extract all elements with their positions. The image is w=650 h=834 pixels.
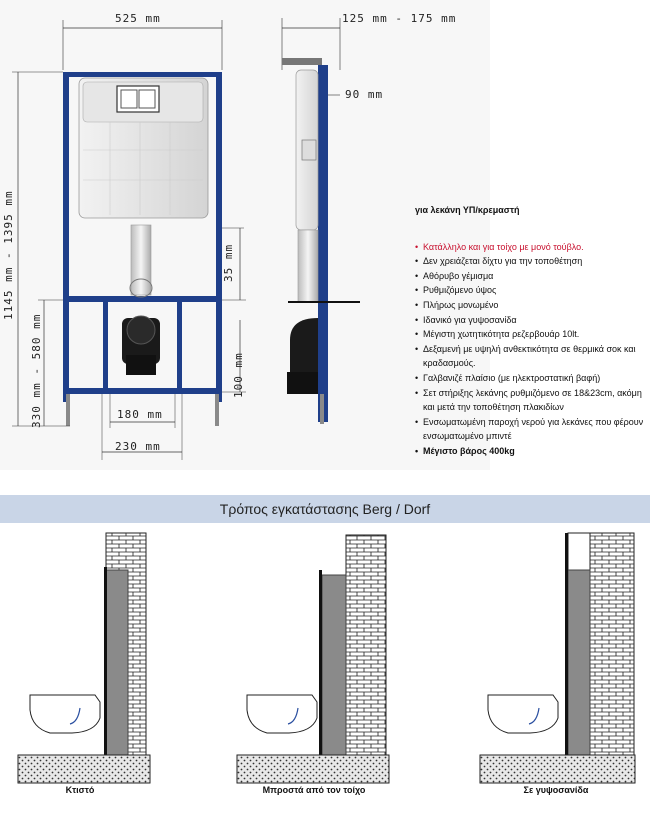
dim-depth-range: 125 mm - 175 mm — [342, 12, 457, 25]
spec-item: • Μέγιστη χωτητικότητα ρεζερβουάρ 10lt. — [415, 327, 650, 342]
spec-item: • Δεν χρειάζεται δίχτυ για την τοποθέτηση — [415, 254, 650, 269]
spec-item: • Πλήρως μονωμένο — [415, 298, 650, 313]
dim-depth-90: 90 mm — [345, 88, 384, 101]
spec-item: • Σετ στήριξης λεκάνης ρυθμιζόμενο σε 18&23cm, ακόμη και μετά την τοποθέτηση πλακιδίων — [415, 386, 650, 415]
dim-230: 230 mm — [115, 440, 161, 453]
spec-item: • Μέγιστο βάρος 400kg — [415, 444, 650, 459]
caption-built-in: Κτιστό — [65, 785, 95, 795]
caption-front-of-wall: Μπροστά από τον τοίχο — [262, 785, 366, 795]
dim-bowl-height: 330 mm - 580 mm — [30, 313, 43, 428]
spec-item: • Ιδανικό για γυψοσανίδα — [415, 313, 650, 328]
spec-item: • Ενσωματωμένη παροχή νερού για λεκάνες που φέρουν ενσωματωμένο μπιντέ — [415, 415, 650, 444]
spec-title: για λεκάνη ΥΠ/κρεμαστή — [415, 205, 520, 215]
dim-width-top: 525 mm — [115, 12, 161, 25]
diagram-drywall — [480, 533, 635, 783]
dim-height-range: 1145 mm - 1395 mm — [2, 190, 15, 320]
spec-item: • Γαλβανιζέ πλαίσιο (με ηλεκτροστατική βαφή) — [415, 371, 650, 386]
diagram-front-of-wall — [237, 535, 389, 783]
spec-item: • Δεξαμενή με υψηλή ανθεκτικότητα σε θερμικά σοκ και κραδασμούς. — [415, 342, 650, 371]
spec-item: • Κατάλληλο και για τοίχο με μονό τούβλο. — [415, 240, 650, 255]
diagram-built-in — [18, 533, 150, 783]
dim-100: 100 mm — [232, 352, 245, 398]
dim-35: 35 mm — [222, 243, 235, 282]
spec-item: • Ρυθμιζόμενο ύψος — [415, 283, 650, 298]
dim-180: 180 mm — [117, 408, 163, 421]
spec-item: • Αθόρυβο γέμισμα — [415, 269, 650, 284]
caption-drywall: Σε γυψοσανίδα — [523, 785, 589, 795]
installation-heading: Τρόπος εγκατάστασης Berg / Dorf — [0, 495, 650, 523]
